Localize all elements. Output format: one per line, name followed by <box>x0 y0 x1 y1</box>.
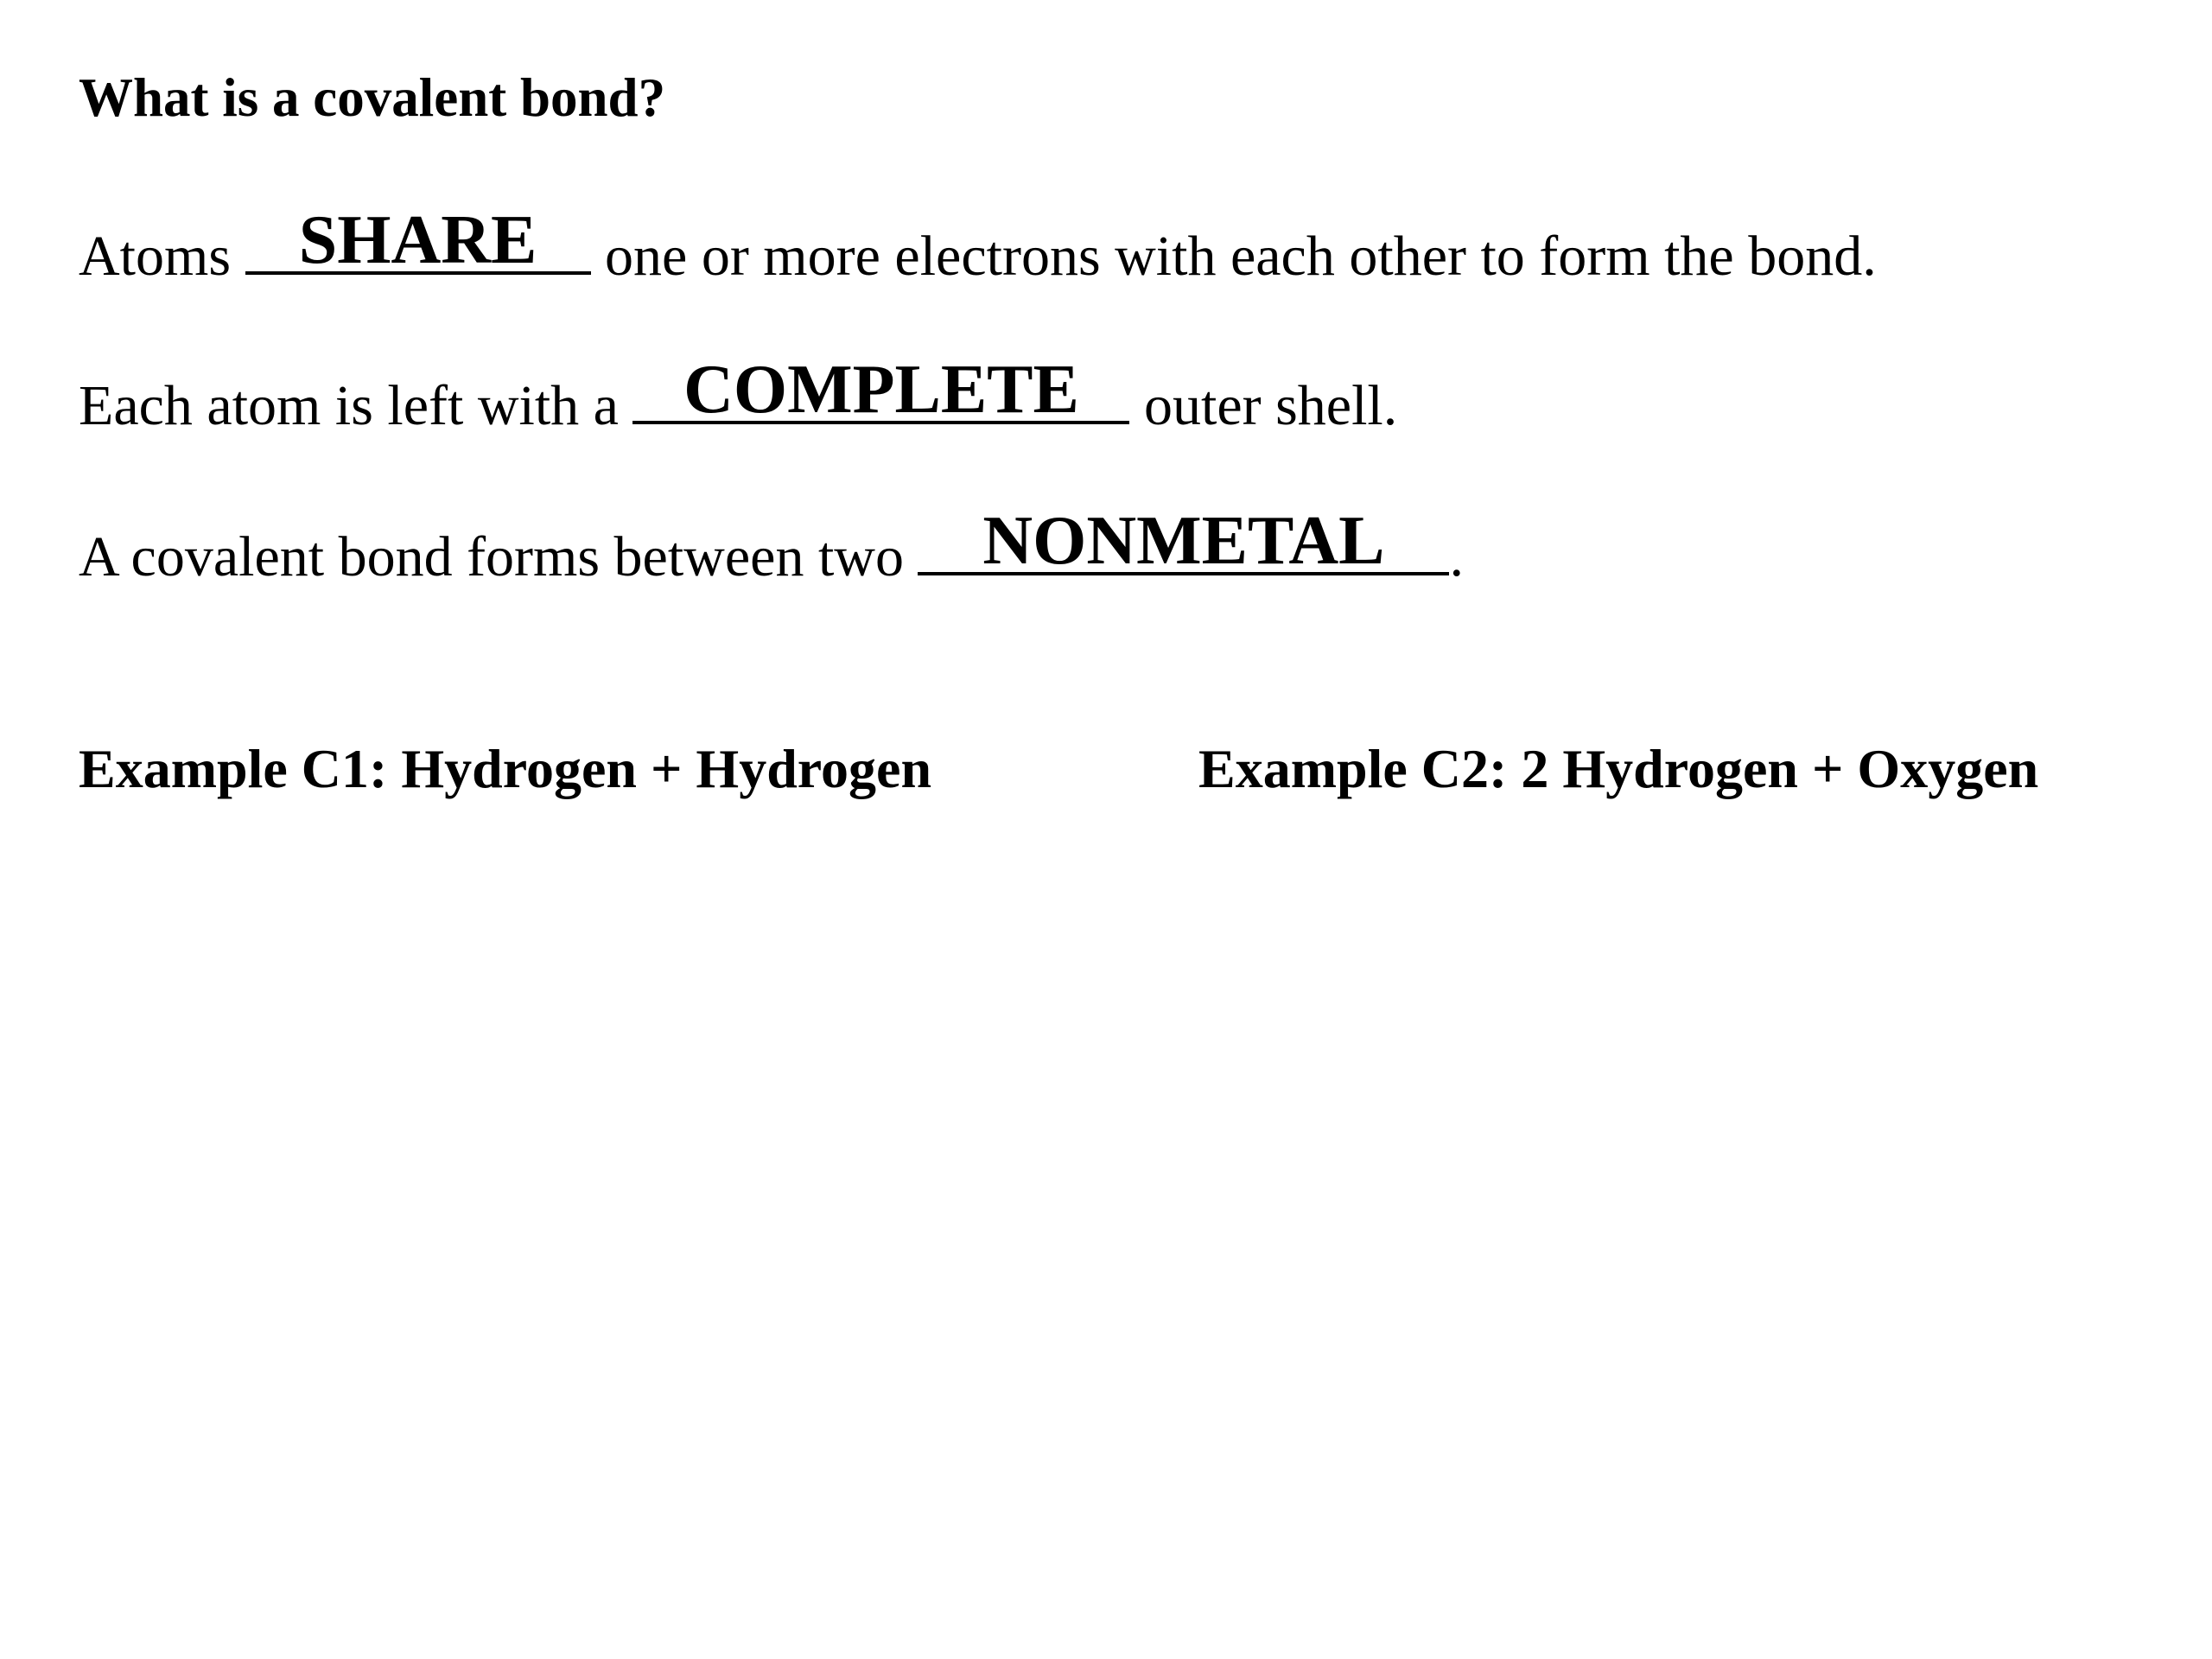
sentence-text-after: . <box>1449 525 1464 588</box>
sentence-text-after: one or more electrons with each other to form the bond. <box>590 225 1877 288</box>
blank-answer: SHARE <box>298 202 537 278</box>
blank-answer: NONMETAL <box>982 503 1385 579</box>
example-c2-heading: Example C2: 2 Hydrogen + Oxygen <box>1198 738 2039 799</box>
blank-answer: COMPLETE <box>683 352 1079 428</box>
fill-blank <box>632 352 1129 428</box>
sentence-complete <box>79 352 1398 437</box>
sentence-text-after: outer shell. <box>1129 374 1398 437</box>
example-c1-heading: Example C1: Hydrogen + Hydrogen <box>79 738 932 799</box>
fill-blank <box>245 202 591 278</box>
question-heading: What is a covalent bond? <box>79 67 666 128</box>
sentence-nonmetal <box>79 503 1464 588</box>
fill-blank <box>918 503 1449 579</box>
sentence-text-before: A covalent bond forms between two <box>79 525 918 588</box>
sentence-share <box>79 202 1877 288</box>
sentence-text-before: Each atom is left with a <box>79 374 633 437</box>
sentence-text-before: Atoms <box>79 225 245 288</box>
